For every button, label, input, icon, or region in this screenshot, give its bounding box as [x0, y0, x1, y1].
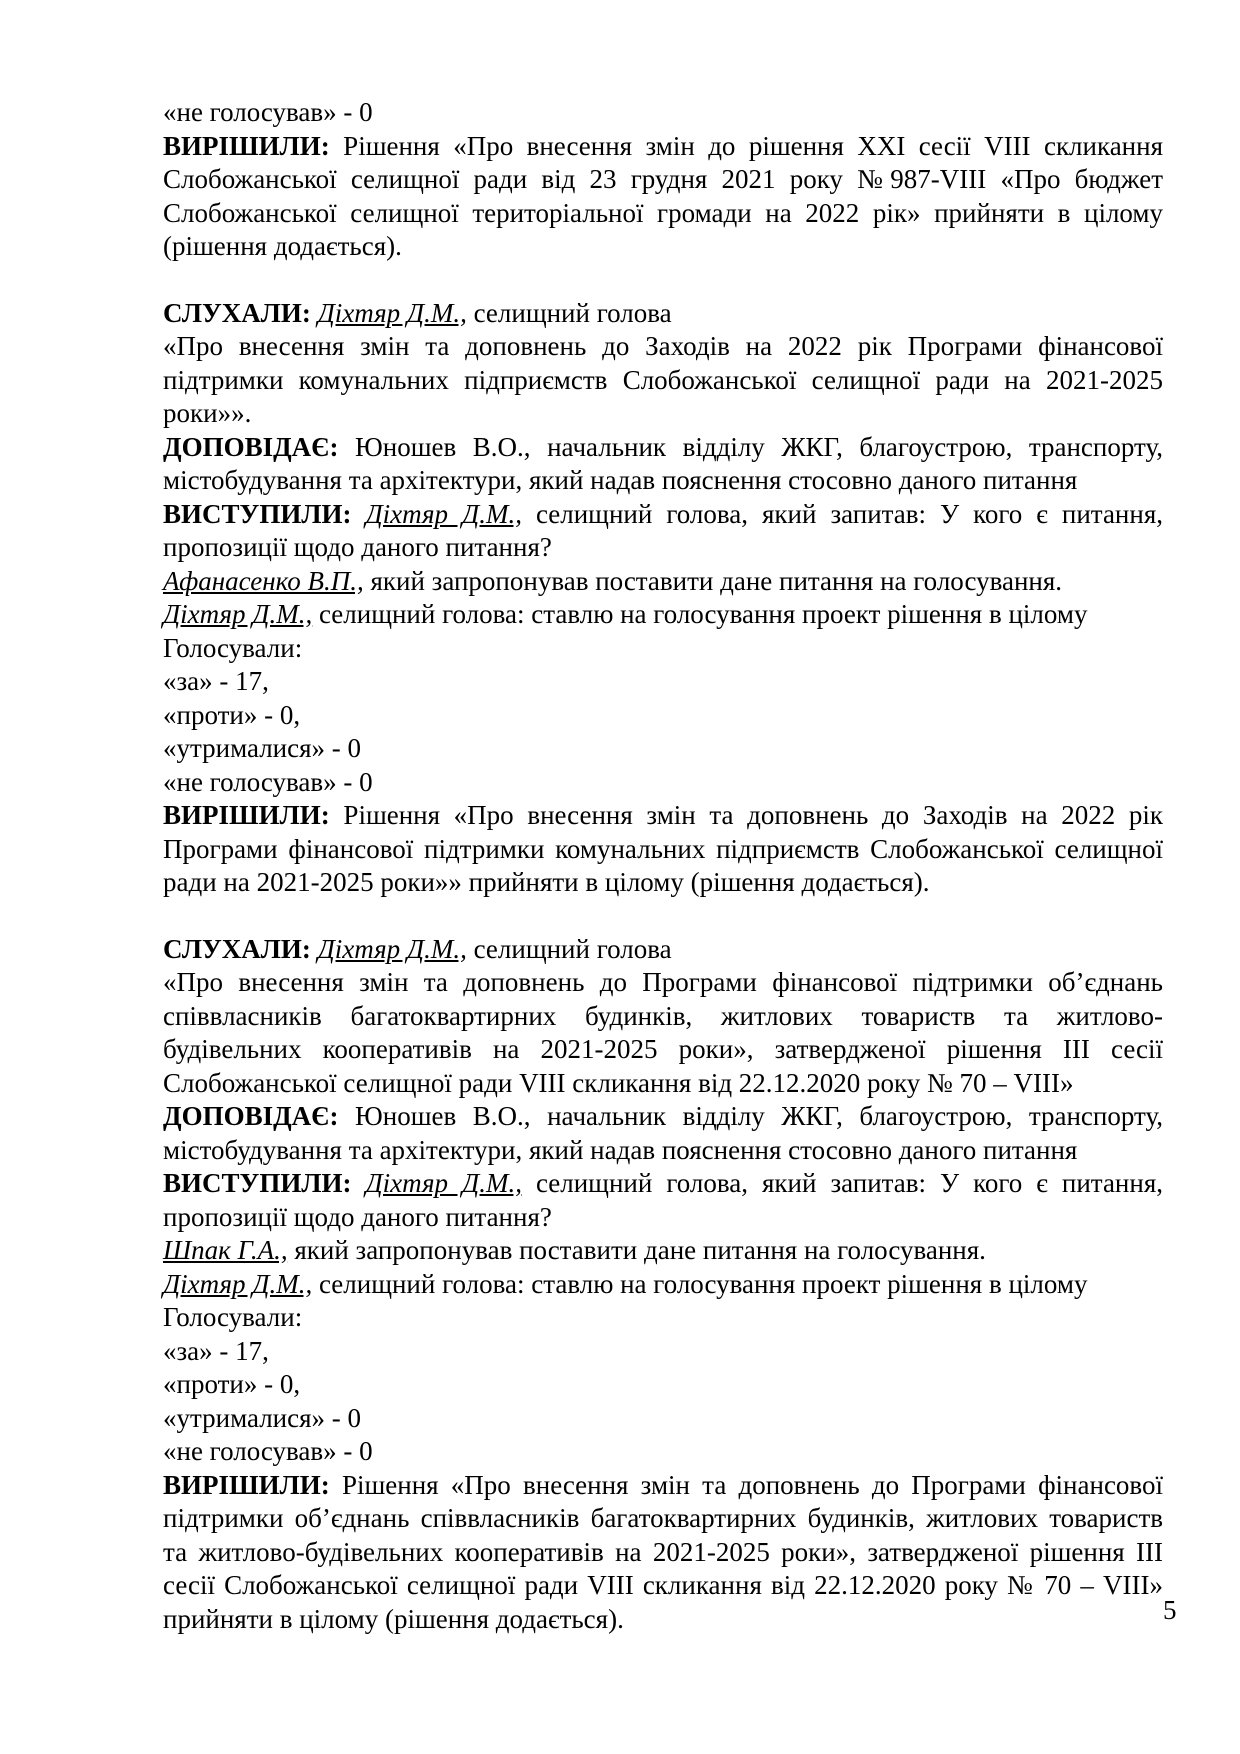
report-paragraph: [163, 1100, 1163, 1167]
agenda-topic: «Про внесення змін та доповнень до Заходів на 2022 рік Програми фінансової підтримки комунальних підприємств Слобожанської селищної ради на 2021-2025 роки»».: [163, 331, 1163, 428]
chair-line: [163, 598, 1163, 632]
chair-text: селищний голова: ставлю на голосування проект рішення в цілому: [312, 1268, 1088, 1299]
vote-abstain-line: «утрималися» - 0: [163, 1402, 362, 1433]
heard-line: [163, 933, 1163, 967]
vote-against-line: «проти» - 0,: [163, 699, 301, 730]
speaker-role: селищний голова: [466, 297, 672, 328]
spoke-name: Діхтяр Д.М.,: [365, 498, 522, 529]
report-label: ДОПОВІДАЄ:: [163, 431, 339, 462]
voted-heading: Голосували:: [163, 1302, 303, 1332]
decision-text: Рішення «Про внесення змін та доповнень до Програми фінансової підтримки об’єднань співвласників багатоквартирних будинків, житлових товариств та житлово-будівельних кооперативів на 2021-2025 роки», затвердженої рішення ІІІ сесії Слобожанської селищної ради VIII скликання від 22.12.2020 року № 70 – VIII» прийняти в цілому (рішення додається).: [163, 1469, 1163, 1634]
proposer-text: який запропонував поставити дане питання на голосування.: [363, 565, 1063, 596]
proposer-line: [163, 565, 1163, 599]
report-text: Юношев В.О., начальник відділу ЖКГ, благоустрою, транспорту, містобудування та архітектури, який надав пояснення стосовно даного питання: [163, 431, 1163, 495]
speaker-name: Діхтяр Д.М.,: [317, 297, 467, 328]
vote-abstain-line: «утрималися» - 0: [163, 733, 362, 763]
vote-none-line: «не голосував» - 0: [163, 1436, 373, 1466]
vote-none-line: «не голосував» - 0: [163, 97, 373, 127]
spoke-paragraph: [163, 498, 1163, 565]
spoke-paragraph: [163, 1167, 1163, 1234]
spoke-text: селищний голова, який запитав: У кого є питання, пропозиції щодо даного питання?: [163, 498, 1163, 562]
decided-label: ВИРІШИЛИ:: [163, 130, 330, 161]
chair-name: Діхтяр Д.М.,: [163, 599, 313, 629]
spoke-label: ВИСТУПИЛИ:: [163, 1168, 352, 1198]
heard-line: [163, 297, 1163, 331]
vote-none-line: «не голосував» - 0: [163, 766, 373, 797]
section-gap: [163, 900, 1163, 933]
proposer-line: [163, 1234, 1163, 1268]
heard-label: СЛУХАЛИ:: [163, 297, 311, 328]
report-text: Юношев В.О., начальник відділу ЖКГ, благоустрою, транспорту, містобудування та архітектури, який надав пояснення стосовно даного питання: [163, 1101, 1163, 1165]
decision-text: Рішення «Про внесення змін до рішення XXI сесії VIII скликання Слобожанської селищної ради від 23 грудня 2021 року №987-VIII «Про бюджет Слобожанської селищної територіальної громади на 2022 рік» прийняти в цілому (рішення додається).: [163, 130, 1163, 261]
document-page: [163, 96, 1163, 1636]
chair-name: Діхтяр Д.М.,: [163, 1268, 313, 1299]
decision-paragraph: [163, 1469, 1163, 1637]
heard-label: СЛУХАЛИ:: [163, 933, 311, 964]
voted-heading: Голосували:: [163, 632, 303, 663]
chair-line: [163, 1268, 1163, 1302]
page-number: 5: [1163, 1595, 1177, 1625]
vote-against-line: «проти» - 0,: [163, 1369, 301, 1399]
decided-label: ВИРІШИЛИ:: [163, 800, 330, 830]
agenda-topic: «Про внесення змін та доповнень до Програми фінансової підтримки об’єднань співвласників багатоквартирних будинків, житлових товариств та житлово-будівельних кооперативів на 2021-2025 роки», затвердженої рішення ІІІ сесії Слобожанської селищної ради VIII скликання від 22.12.2020 року № 70 – VIII»: [163, 967, 1163, 1098]
spoke-name: Діхтяр Д.М.,: [365, 1168, 522, 1198]
spoke-text: селищний голова, який запитав: У кого є питання, пропозиції щодо даного питання?: [163, 1168, 1163, 1232]
speaker-role: селищний голова: [466, 933, 672, 964]
speaker-name: Діхтяр Д.М.,: [317, 933, 467, 964]
proposer-name: Шпак Г.А.,: [163, 1235, 288, 1265]
report-paragraph: [163, 431, 1163, 498]
report-label: ДОПОВІДАЄ:: [163, 1101, 339, 1131]
decision-text: Рішення «Про внесення змін та доповнень до Заходів на 2022 рік Програми фінансової підтримки комунальних підприємств Слобожанської селищної ради на 2021-2025 роки»» прийняти в цілому (рішення додається).: [163, 800, 1163, 897]
decided-label: ВИРІШИЛИ:: [163, 1469, 330, 1500]
decision-paragraph: [163, 799, 1163, 900]
chair-text: селищний голова: ставлю на голосування проект рішення в цілому: [312, 599, 1088, 629]
vote-for-line: «за» - 17,: [163, 1335, 269, 1366]
proposer-text: який запропонував поставити дане питання на голосування.: [287, 1235, 986, 1265]
proposer-name: Афанасенко В.П.,: [163, 565, 364, 596]
section-gap: [163, 264, 1163, 297]
spoke-label: ВИСТУПИЛИ:: [163, 498, 352, 529]
decision-paragraph: [163, 130, 1163, 264]
vote-for-line: «за» - 17,: [163, 666, 269, 696]
